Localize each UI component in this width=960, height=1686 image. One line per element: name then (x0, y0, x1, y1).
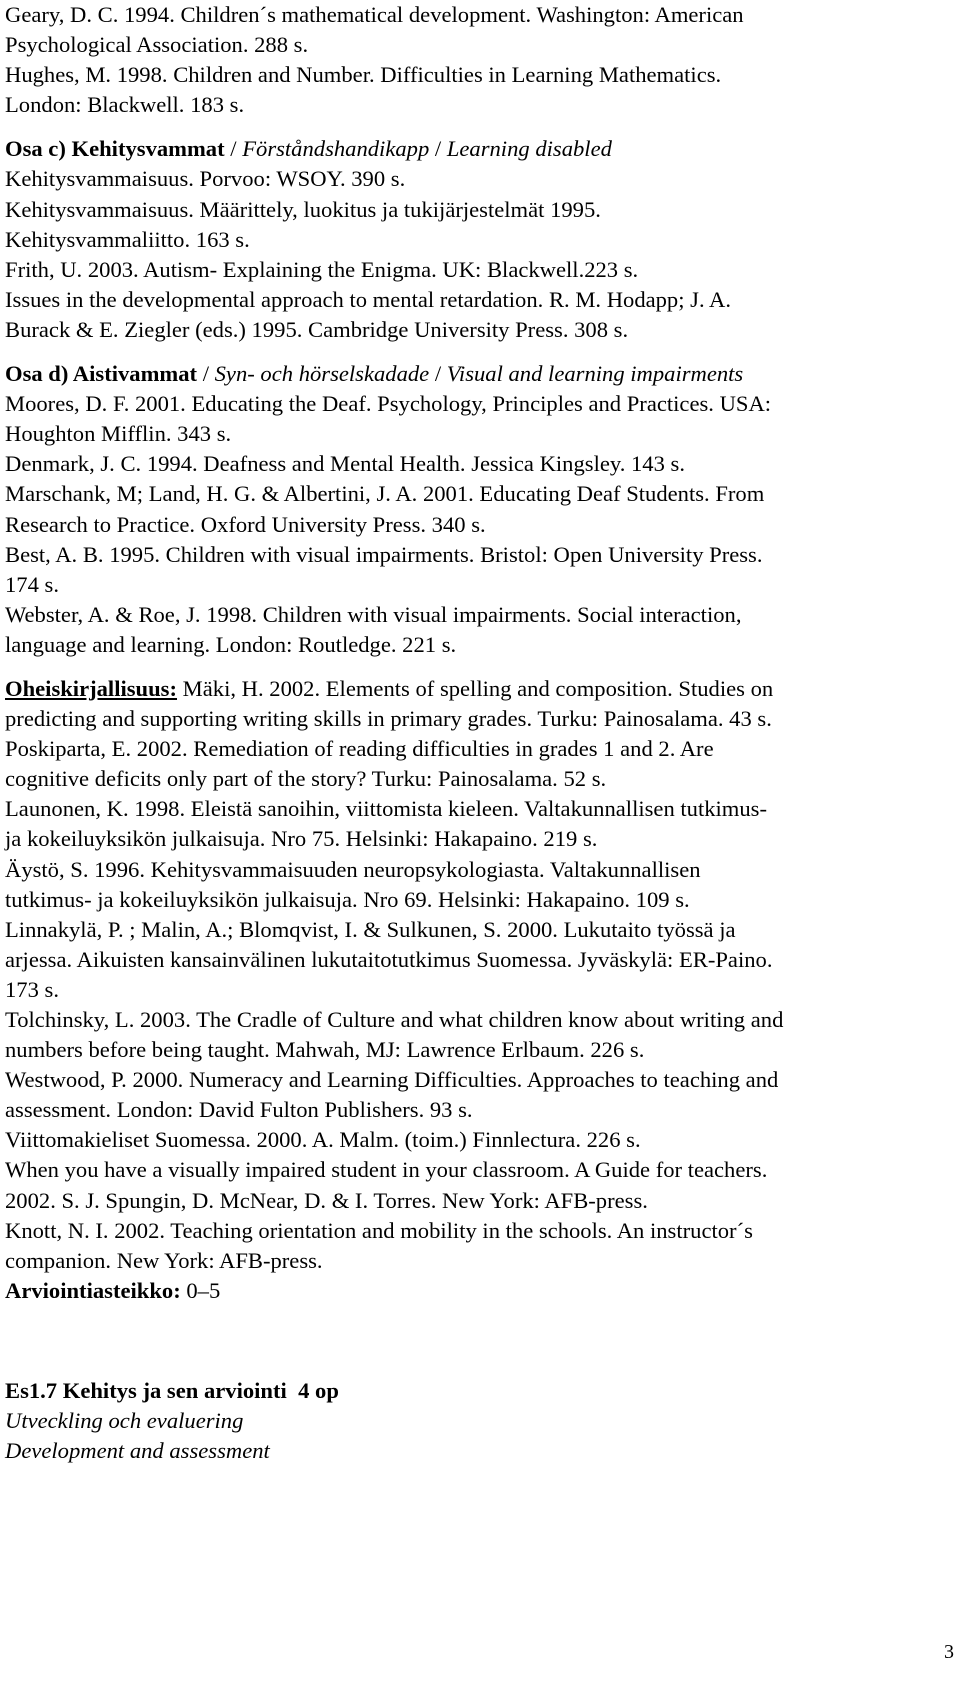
section-d-heading-bold: Osa d) Aistivammat (5, 361, 198, 387)
reference-line: Marschank, M; Land, H. G. & Albertini, J. A. 2001. Educating Deaf Students. From (5, 481, 765, 507)
course-title: Es1.7 Kehitys ja sen arviointi 4 op (5, 1377, 339, 1403)
reference-line: Hughes, M. 1998. Children and Number. Difficulties in Learning Mathematics. (5, 62, 722, 88)
spacer (5, 120, 955, 134)
reference-line: companion. New York: AFB-press. (5, 1247, 323, 1273)
reference-line: 173 s. (5, 976, 59, 1002)
reference-line: Linnakylä, P. ; Malin, A.; Blomqvist, I. & Sulkunen, S. 2000. Lukutaito työssä ja (5, 916, 736, 942)
reference-line: ja kokeiluyksikön julkaisuja. Nro 75. Helsinki: Hakapaino. 219 s. (5, 826, 598, 852)
section-d (5, 359, 955, 660)
page-number: 3 (944, 1641, 954, 1663)
reference-line: Kehitysvammaliitto. 163 s. (5, 226, 250, 252)
reference-line: Kehitysvammaisuus. Määrittely, luokitus ja tukijärjestelmät 1995. (5, 196, 601, 222)
grading-scale (5, 1276, 955, 1306)
reference-line: Frith, U. 2003. Autism- Explaining the Enigma. UK: Blackwell.223 s. (5, 256, 639, 282)
reference-line: 174 s. (5, 571, 59, 597)
reference-line: Westwood, P. 2000. Numeracy and Learning Difficulties. Approaches to teaching and (5, 1067, 779, 1093)
reference-line: Best, A. B. 1995. Children with visual impairments. Bristol: Open University Press. (5, 541, 763, 567)
heading-separator: / (224, 136, 243, 162)
reference-line: When you have a visually impaired student in your classroom. A Guide for teachers. (5, 1157, 768, 1183)
reference-line: Viittomakieliset Suomessa. 2000. A. Malm. (toim.) Finnlectura. 226 s. (5, 1127, 641, 1153)
course-title-swedish: Utveckling och evaluering (5, 1408, 244, 1434)
reference-list-intro (5, 0, 955, 120)
reference-line: Launonen, K. 1998. Eleistä sanoihin, viittomista kieleen. Valtakunnallisen tutkimus- (5, 796, 767, 822)
reference-line: numbers before being taught. Mahwah, MJ: Lawrence Erlbaum. 226 s. (5, 1037, 645, 1063)
reference-line: tutkimus- ja kokeiluyksikön julkaisuja. Nro 69. Helsinki: Hakapaino. 109 s. (5, 886, 690, 912)
reference-line: Moores, D. F. 2001. Educating the Deaf. Psychology, Principles and Practices. USA: (5, 391, 772, 417)
section-c-heading-english: Learning disabled (446, 136, 612, 162)
reference-line: Webster, A. & Roe, J. 1998. Children with visual impairments. Social interaction, (5, 601, 742, 627)
supplementary-literature (5, 674, 955, 1276)
spacer (5, 1306, 955, 1376)
reference-line: Geary, D. C. 1994. Children´s mathematical development. Washington: American (5, 2, 744, 27)
reference-line: predicting and supporting writing skills in primary grades. Turku: Painosalama. 43 s. (5, 706, 772, 732)
reference-line: language and learning. London: Routledge. 221 s. (5, 631, 457, 657)
course-block (5, 1376, 955, 1466)
section-d-heading-english: Visual and learning impairments (446, 361, 744, 387)
reference-line: Tolchinsky, L. 2003. The Cradle of Culture and what children know about writing and (5, 1007, 784, 1032)
document-page (5, 0, 955, 1466)
reference-line: arjessa. Aikuisten kansainvälinen lukutaitotutkimus Suomessa. Jyväskylä: ER-Paino. (5, 946, 773, 972)
grading-value: 0–5 (180, 1277, 221, 1303)
spacer (5, 345, 955, 359)
spacer (5, 660, 955, 674)
reference-line: Äystö, S. 1996. Kehitysvammaisuuden neuropsykologiasta. Valtakunnallisen (5, 856, 701, 882)
heading-separator: / (429, 361, 447, 387)
section-c-heading (5, 134, 955, 164)
reference-line: Knott, N. I. 2002. Teaching orientation and mobility in the schools. An instructor´s (5, 1217, 753, 1243)
course-title-english: Development and assessment (5, 1438, 270, 1464)
reference-text: Mäki, H. 2002. Elements of spelling and composition. Studies on (177, 675, 774, 701)
reference-line: Denmark, J. C. 1994. Deafness and Mental Health. Jessica Kingsley. 143 s. (5, 451, 685, 477)
reference-line: assessment. London: David Fulton Publishers. 93 s. (5, 1097, 473, 1123)
heading-separator: / (429, 136, 447, 162)
supplementary-label: Oheiskirjallisuus: (5, 675, 178, 701)
section-c-heading-bold: Osa c) Kehitysvammat (5, 136, 225, 162)
reference-line: Psychological Association. 288 s. (5, 32, 309, 58)
reference-line: 2002. S. J. Spungin, D. McNear, D. & I. Torres. New York: AFB-press. (5, 1187, 648, 1213)
reference-line: Poskiparta, E. 2002. Remediation of reading difficulties in grades 1 and 2. Are (5, 736, 714, 762)
reference-line: Kehitysvammaisuus. Porvoo: WSOY. 390 s. (5, 166, 406, 192)
grading-label: Arviointiasteikko: (5, 1277, 181, 1303)
reference-line: cognitive deficits only part of the story? Turku: Painosalama. 52 s. (5, 766, 607, 792)
reference-line: London: Blackwell. 183 s. (5, 92, 245, 118)
reference-line: Research to Practice. Oxford University Press. 340 s. (5, 511, 486, 537)
section-c-heading-swedish: Förståndshandikapp (242, 136, 430, 162)
supplementary-first-line (5, 674, 955, 704)
reference-line: Issues in the developmental approach to mental retardation. R. M. Hodapp; J. A. (5, 286, 731, 312)
reference-line: Houghton Mifflin. 343 s. (5, 421, 232, 447)
heading-separator: / (197, 361, 215, 387)
section-d-heading-swedish: Syn- och hörselskadade (214, 361, 430, 387)
section-c (5, 134, 955, 345)
section-d-heading (5, 359, 955, 389)
reference-line: Burack & E. Ziegler (eds.) 1995. Cambridge University Press. 308 s. (5, 316, 629, 342)
